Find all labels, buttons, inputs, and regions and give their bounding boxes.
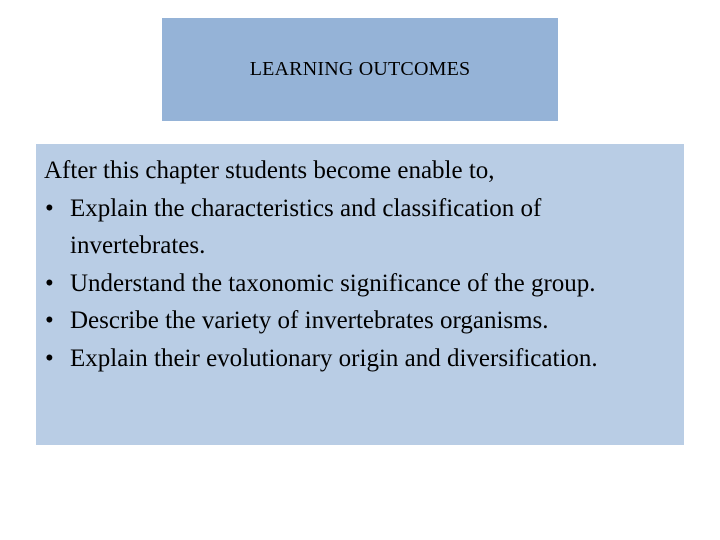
- title-box: [162, 18, 558, 121]
- bullet-text: Describe the variety of invertebrates organisms.: [70, 307, 549, 334]
- list-item: [44, 340, 676, 378]
- bullet-icon: •: [45, 307, 54, 334]
- content-box: [36, 144, 684, 445]
- list-item: [44, 265, 676, 303]
- bullet-icon: •: [45, 269, 54, 297]
- bullet-text: Explain their evolutionary origin and diversification.: [70, 344, 598, 372]
- bullet-icon: •: [45, 194, 54, 222]
- list-item: [44, 190, 676, 265]
- intro-text: After this chapter students become enable to,: [44, 157, 495, 184]
- outcomes-list: [44, 190, 676, 378]
- bullet-text: Understand the taxonomic significance of the group.: [70, 269, 596, 297]
- bullet-text: Explain the characteristics and classification of invertebrates.: [70, 194, 542, 259]
- slide-title: LEARNING OUTCOMES: [249, 58, 471, 80]
- bullet-icon: •: [45, 344, 54, 372]
- list-item: [44, 302, 676, 340]
